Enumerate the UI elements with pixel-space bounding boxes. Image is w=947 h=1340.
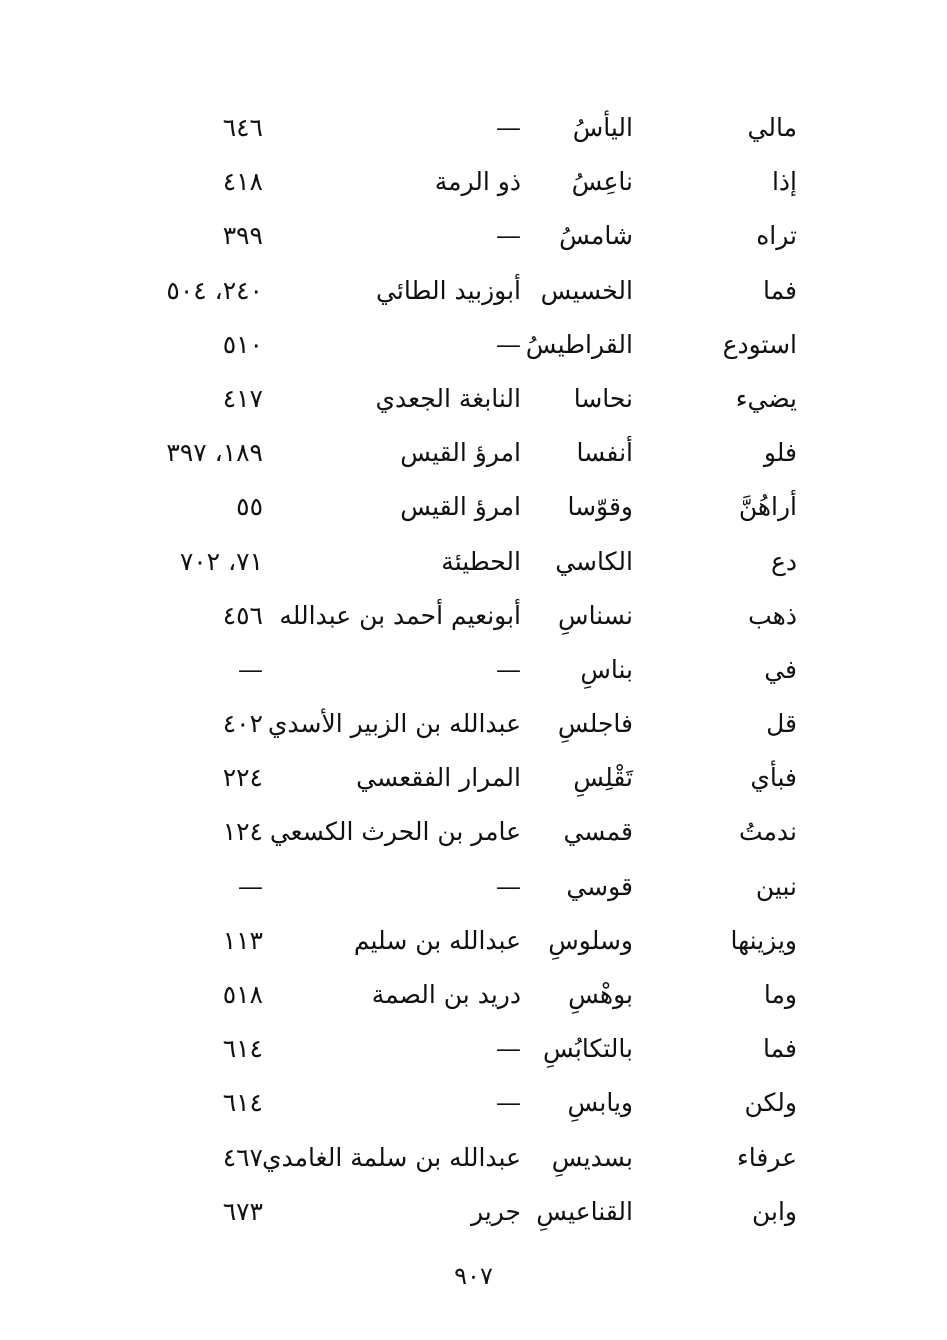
index-row <box>0 1131 947 1185</box>
page-refs: ٦٤٦ <box>222 113 263 142</box>
poet-name: عبدالله بن سليم <box>353 925 521 955</box>
index-row <box>0 643 947 697</box>
poet-name: النابغة الجعدي <box>375 383 521 413</box>
first-word: نبين <box>755 871 797 901</box>
index-row <box>0 914 947 968</box>
poet-name: امرؤ القيس <box>400 492 521 522</box>
rhyme-word: القناعيسِ <box>536 1196 633 1226</box>
rhyme-word: أنفسا <box>576 438 633 468</box>
rhyme-word: الخسيس <box>540 275 633 305</box>
first-word: قل <box>766 709 797 739</box>
rhyme-word: بالتكابُسِ <box>543 1034 633 1064</box>
first-word: فما <box>762 275 797 305</box>
page-number: ٩٠٧ <box>454 1262 493 1290</box>
rhyme-word: اليأسُ <box>572 113 633 142</box>
page-refs: ٢٢٤ <box>222 763 263 793</box>
index-row <box>0 860 947 914</box>
index-row <box>0 805 947 859</box>
rhyme-word: نسناسِ <box>558 600 633 630</box>
first-word: في <box>764 654 797 684</box>
page-refs: ١٢٤ <box>222 817 263 847</box>
index-row <box>0 209 947 263</box>
page-refs: ٦١٤ <box>222 1088 263 1118</box>
verse-index-table <box>0 101 947 1239</box>
rhyme-word: وقوّسا <box>567 492 633 522</box>
first-word: دع <box>770 546 797 576</box>
first-word: ذهب <box>748 600 797 630</box>
first-word: فبأي <box>750 763 797 793</box>
poet-name: — <box>496 113 521 142</box>
first-word: استودع <box>722 329 797 359</box>
first-word: فلو <box>763 438 797 468</box>
index-row <box>0 426 947 480</box>
index-row <box>0 372 947 426</box>
first-word: ويزينها <box>730 925 797 955</box>
index-row <box>0 1185 947 1239</box>
page-refs: ١٨٩، ٣٩٧ <box>166 438 263 468</box>
page-refs: ٥٥ <box>236 492 263 522</box>
page-refs: ٤٥٦ <box>222 600 263 630</box>
index-row <box>0 155 947 209</box>
page-refs: ٤١٧ <box>222 383 263 413</box>
first-word: عرفاء <box>736 1142 797 1172</box>
page-refs: ٤١٨ <box>222 167 263 197</box>
rhyme-word: قوسي <box>566 871 633 901</box>
page-refs: ٣٩٩ <box>222 221 263 251</box>
first-word: تراه <box>756 221 797 251</box>
first-word: مالي <box>747 113 797 142</box>
index-row <box>0 751 947 805</box>
first-word: فما <box>762 1034 797 1064</box>
index-row <box>0 264 947 318</box>
poet-name: — <box>496 1034 521 1064</box>
index-row <box>0 589 947 643</box>
page-refs: ٤٦٧ <box>222 1142 263 1172</box>
rhyme-word: القراطيسُ <box>525 329 633 359</box>
first-word: ندمتُ <box>738 817 797 847</box>
poet-name: عبدالله بن سلمة الغامدي <box>261 1142 521 1172</box>
rhyme-word: ناعِسُ <box>571 167 633 197</box>
rhyme-word: شامسُ <box>559 221 633 251</box>
index-row <box>0 318 947 372</box>
first-word: ولكن <box>744 1088 797 1118</box>
poet-name: — <box>496 654 521 684</box>
first-word: وما <box>763 980 797 1009</box>
rhyme-word: قمسي <box>563 817 633 847</box>
poet-name: — <box>496 871 521 901</box>
page-refs: ٤٠٢ <box>222 709 263 739</box>
rhyme-word: وسلوسِ <box>548 925 633 955</box>
poet-name: — <box>496 221 521 251</box>
poet-name: جرير <box>471 1196 521 1226</box>
index-row <box>0 1022 947 1076</box>
rhyme-word: بسديسِ <box>551 1142 633 1172</box>
page-refs: ٦١٤ <box>222 1034 263 1064</box>
page-refs: ٢٤٠، ٥٠٤ <box>166 275 263 305</box>
rhyme-word: نحاسا <box>573 383 633 413</box>
poet-name: المرار الفقعسي <box>356 763 521 793</box>
poet-name: أبوزبيد الطائي <box>376 275 521 305</box>
page-refs: ١١٣ <box>222 925 263 955</box>
poet-name: — <box>496 1088 521 1118</box>
rhyme-word: بوهْسِ <box>568 980 633 1009</box>
poet-name: أبونعيم أحمد بن عبدالله <box>279 600 521 630</box>
poet-name: عبدالله بن الزبير الأسدي <box>267 709 521 739</box>
poet-name: الحطيئة <box>441 546 521 576</box>
page-refs: — <box>238 871 263 901</box>
rhyme-word: بناسِ <box>580 654 633 684</box>
poet-name: دريد بن الصمة <box>371 980 521 1009</box>
poet-name: — <box>496 329 521 359</box>
poet-name: عامر بن الحرث الكسعي <box>269 817 521 847</box>
page-refs: ٥١٨ <box>222 980 263 1009</box>
page-refs: ٥١٠ <box>222 329 263 359</box>
rhyme-word: تَقْلِسِ <box>573 763 633 793</box>
rhyme-word: فاجلسِ <box>557 709 633 739</box>
page-refs: ٦٧٣ <box>222 1196 263 1226</box>
index-row <box>0 535 947 589</box>
poet-name: امرؤ القيس <box>400 438 521 468</box>
first-word: يضيء <box>735 383 797 413</box>
index-row <box>0 697 947 751</box>
rhyme-word: ويابسِ <box>567 1088 633 1118</box>
first-word: أراهُنَّ <box>738 492 797 522</box>
first-word: وابن <box>751 1196 797 1226</box>
index-row <box>0 1076 947 1130</box>
rhyme-word: الكاسي <box>555 546 633 576</box>
first-word: إذا <box>771 167 797 197</box>
page-refs: ٧١، ٧٠٢ <box>179 546 263 576</box>
index-row <box>0 101 947 155</box>
page-refs: — <box>238 654 263 684</box>
index-row <box>0 968 947 1022</box>
poet-name: ذو الرمة <box>434 167 521 197</box>
index-row <box>0 480 947 534</box>
